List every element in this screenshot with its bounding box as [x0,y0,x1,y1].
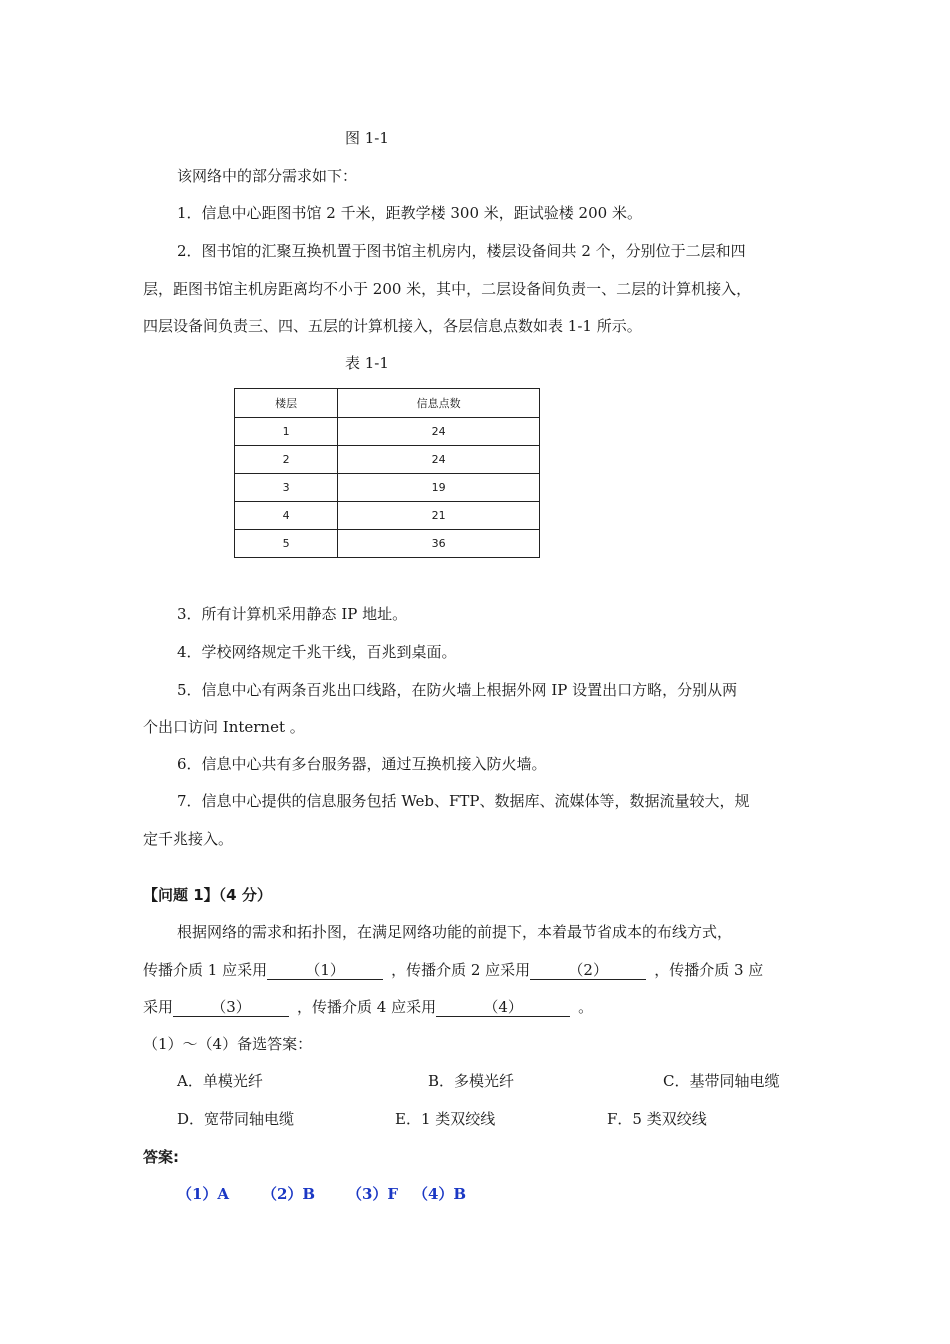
requirement-2-line3: 四层设备间负责三、四、五层的计算机接入，各层信息点数如表 1-1 所示。 [143,317,642,335]
table-row [235,446,540,474]
table-row [235,502,540,530]
table-cell: 1 [235,418,338,446]
figure-caption: 图 1-1 [345,129,389,147]
info-points-table [234,388,540,558]
requirement-5-line2: 个出口访问 Internet 。 [143,718,305,736]
question-text: 传播介质 1 应采用 [143,961,268,979]
table-cell: 3 [235,474,338,502]
table-cell: 36 [338,530,540,558]
answer-blank-2: （2） [530,961,646,980]
question-title: 【问题 1】（4 分） [143,886,272,904]
answer-3: （3）F [347,1185,399,1203]
question-text: ，传播介质 4 应采用 [297,998,437,1016]
answer-4: （4）B [413,1185,467,1203]
requirement-2-line2: 层，距图书馆主机房距离均不小于 200 米，其中，二层设备间负责一、二层的计算机接入， [143,280,752,298]
table-cell: 5 [235,530,338,558]
requirement-5-line1: 5．信息中心有两条百兆出口线路，在防火墙上根据外网 IP 设置出口方略，分别从两 [177,681,738,699]
table-row [235,418,540,446]
requirement-2-line1: 2．图书馆的汇聚互换机置于图书馆主机房内，楼层设备间共 2 个，分别位于二层和四 [177,242,746,260]
requirement-1: 1．信息中心距图书馆 2 千米，距教学楼 300 米，距试验楼 200 米。 [177,204,642,222]
table-caption: 表 1-1 [345,354,389,372]
answer-blank-1: （1） [267,961,383,980]
option-f: F．5 类双绞线 [607,1110,707,1128]
table-row [235,530,540,558]
question-text: ，传播介质 2 应采用 [391,961,531,979]
table-header-cell: 楼层 [235,389,338,418]
table-row [235,474,540,502]
question-line3 [143,997,593,1017]
question-text: ，传播介质 3 应 [654,961,764,979]
intro-text: 该网络中的部分需求如下： [177,167,358,185]
table-cell: 24 [338,418,540,446]
table-cell: 4 [235,502,338,530]
choices-intro: （1）～（4）备选答案： [143,1035,313,1053]
answer-label: 答案: [143,1148,179,1166]
option-e: E．1 类双绞线 [395,1110,496,1128]
answer-blank-3: （3） [173,998,289,1017]
question-line1: 根据网络的需求和拓扑图，在满足网络功能的前提下，本着最节省成本的布线方式， [177,923,733,941]
question-line2 [143,960,763,980]
requirement-7-line1: 7．信息中心提供的信息服务包括 Web、FTP、数据库、流媒体等，数据流量较大，规 [177,792,750,810]
option-a: A．单模光纤 [177,1072,263,1090]
answer-2: （2）B [262,1185,316,1203]
question-text: 采用 [143,998,174,1016]
requirement-6: 6．信息中心共有多台服务器，通过互换机接入防火墙。 [177,755,547,773]
requirement-3: 3．所有计算机采用静态 IP 地址。 [177,605,408,623]
option-d: D．宽带同轴电缆 [177,1110,295,1128]
table-header-cell: 信息点数 [338,389,540,418]
table-cell: 24 [338,446,540,474]
requirement-7-line2: 定千兆接入。 [143,830,234,848]
option-b: B．多模光纤 [428,1072,515,1090]
table-cell: 19 [338,474,540,502]
requirement-4: 4．学校网络规定千兆干线，百兆到桌面。 [177,643,457,661]
answer-1: （1）A [177,1185,230,1203]
option-c: C．基带同轴电缆 [663,1072,780,1090]
question-text: 。 [578,998,594,1016]
table-cell: 2 [235,446,338,474]
table-cell: 21 [338,502,540,530]
answer-blank-4: （4） [436,998,570,1017]
table-header-row [235,389,540,418]
